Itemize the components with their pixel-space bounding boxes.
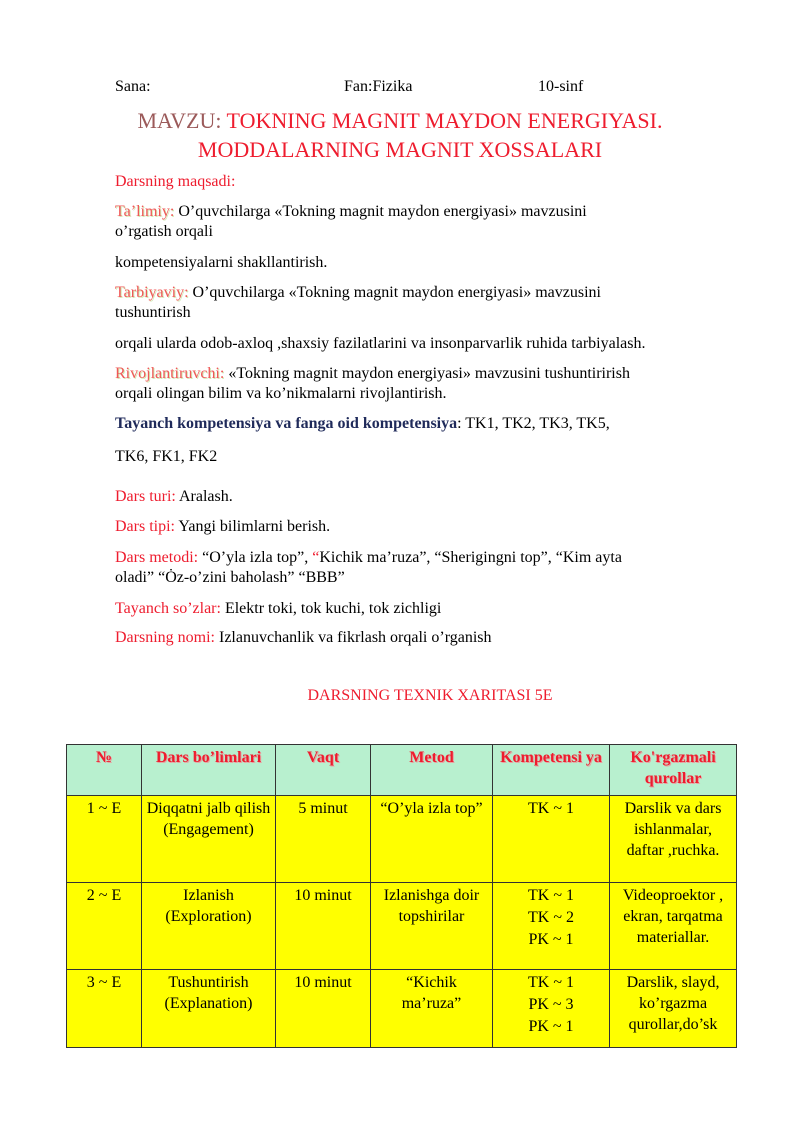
texnik-xarita-table (66, 744, 737, 1048)
rivojlantiruvchi-line1 (115, 364, 630, 384)
header-cell-kompetensiya: Kompetensi ya (493, 745, 610, 796)
cell-metod: “Kichik ma’ruza” (371, 970, 493, 1048)
tarbiyaviy-line1 (115, 283, 601, 303)
dars-turi-label: Dars turi: (115, 488, 176, 505)
rivojlantiruvchi-line2: orqali olingan bilim va ko’nikmalarni rivojlantirish. (115, 385, 447, 402)
komp-item: TK ~ 1 (528, 887, 574, 904)
komp-item: TK ~ 1 (528, 800, 574, 817)
tayanch-label: Tayanch kompetensiya va fanga oid kompetensiya (115, 415, 458, 432)
header-cell-no: № (67, 745, 142, 796)
tayanch-sozlar-label: Tayanch so’zlar: (115, 600, 221, 617)
darsning-nomi-label: Darsning nomi: (115, 629, 215, 646)
header-sana: Sana: (115, 78, 151, 95)
page-title-line2: MODDALARNING MAGNIT XOSSALARI (197, 137, 603, 162)
cell-no: 3 ~ E (67, 970, 142, 1048)
cell-kompetensiya (493, 883, 610, 970)
komp-item: PK ~ 3 (528, 996, 574, 1013)
xarita-title: DARSNING TEXNIK XARITASI 5E (307, 687, 553, 704)
table-header-row (67, 745, 737, 796)
komp-item: TK ~ 1 (528, 974, 574, 991)
tarbiyaviy-line2: tushuntirish (115, 304, 191, 321)
page-title-line1 (0, 108, 800, 134)
tarbiyaviy-label: Tarbiyaviy: (115, 284, 189, 301)
dars-tipi-label: Dars tipi: (115, 518, 175, 535)
dars-turi-line (115, 487, 233, 507)
table-row (67, 796, 737, 883)
talimiy-label: Ta’limiy: (115, 203, 175, 220)
talimiy-text1: O’quvchilarga «Tokning magnit maydon energiyasi» mavzusini (174, 203, 587, 220)
cell-qurol: Darslik, slayd, ko’rgazma qurollar,do’sk (610, 970, 737, 1048)
table-row (67, 883, 737, 970)
dars-metodi-line1 (115, 548, 622, 568)
rivojlantiruvchi-text1: «Tokning magnit maydon energiyasi» mavzusini tushuntirirish (224, 365, 630, 382)
dars-turi-text: Aralash. (175, 488, 233, 505)
cell-vaqt: 10 minut (276, 970, 371, 1048)
dars-metodi-quote: “ (312, 549, 320, 566)
dars-tipi-text: Yangi bilimlarni berish. (175, 518, 331, 535)
tayanch-line2: TK6, FK1, FK2 (115, 448, 218, 465)
tarbiyaviy-text1: O’quvchilarga «Tokning magnit maydon energiyasi» mavzusini (188, 284, 601, 301)
dars-tipi-line (115, 517, 330, 537)
tayanch-sozlar-text: Elektr toki, tok kuchi, tok zichligi (220, 600, 442, 617)
cell-kompetensiya (493, 970, 610, 1048)
komp-item: PK ~ 1 (528, 1018, 574, 1035)
rivojlantiruvchi-label: Rivojlantiruvchi: (115, 365, 225, 382)
dars-metodi-line2: oladi” “Ȯz-o’zini baholash” “BBB” (115, 569, 345, 586)
cell-bolim: Izlanish (Exploration) (142, 883, 276, 970)
header-fan: Fan:Fizika (344, 78, 413, 95)
cell-no: 2 ~ E (67, 883, 142, 970)
darsning-nomi-line (115, 628, 492, 648)
komp-item: PK ~ 1 (528, 931, 574, 948)
cell-metod: “O’yla izla top” (371, 796, 493, 883)
title-line1-text: TOKNING MAGNIT MAYDON ENERGIYASI. (221, 108, 663, 133)
cell-vaqt: 5 minut (276, 796, 371, 883)
title-prefix: MAVZU: (137, 108, 222, 133)
darsning-nomi-text: Izlanuvchanlik va fikrlash orqali o’rganish (215, 629, 492, 646)
tayanch-text1: : TK1, TK2, TK3, TK5, (457, 415, 610, 432)
tarbiyaviy-line3: orqali ularda odob-axloq ,shaxsiy fazilatlarini va insonparvarlik ruhida tarbiyalash. (115, 335, 646, 352)
komp-item: TK ~ 2 (528, 909, 574, 926)
dars-metodi-label: Dars metodi: (115, 549, 199, 566)
header-cell-metod: Metod (371, 745, 493, 796)
talimiy-line2: o’rgatish orqali (115, 223, 213, 240)
cell-qurol: Videoproektor , ekran, tarqatma materiallar. (610, 883, 737, 970)
cell-kompetensiya (493, 796, 610, 883)
cell-bolim: Diqqatni jalb qilish (Engagement) (142, 796, 276, 883)
cell-vaqt: 10 minut (276, 883, 371, 970)
cell-metod: Izlanishga doir topshirilar (371, 883, 493, 970)
dars-metodi-text1a: “O’yla izla top”, (198, 549, 313, 566)
tayanch-sozlar-line (115, 599, 441, 619)
tayanch-line1 (115, 414, 610, 434)
header-cell-vaqt: Vaqt (276, 745, 371, 796)
cell-no: 1 ~ E (67, 796, 142, 883)
header-cell-bolim: Dars bo’limlari (142, 745, 276, 796)
maqsad-label: Darsning maqsadi: (115, 173, 236, 190)
header-sinf: 10-sinf (538, 78, 584, 95)
talimiy-line1 (115, 202, 587, 222)
dars-metodi-text1b: Kichik ma’ruza”, “Sherigingni top”, “Kim ayta (319, 549, 622, 566)
cell-bolim: Tushuntirish (Explanation) (142, 970, 276, 1048)
talimiy-line3: kompetensiyalarni shakllantirish. (115, 254, 328, 271)
cell-qurol: Darslik va dars ishlanmalar, daftar ,ruchka. (610, 796, 737, 883)
header-cell-qurollar: Ko'rgazmali qurollar (610, 745, 737, 796)
table-row (67, 970, 737, 1048)
